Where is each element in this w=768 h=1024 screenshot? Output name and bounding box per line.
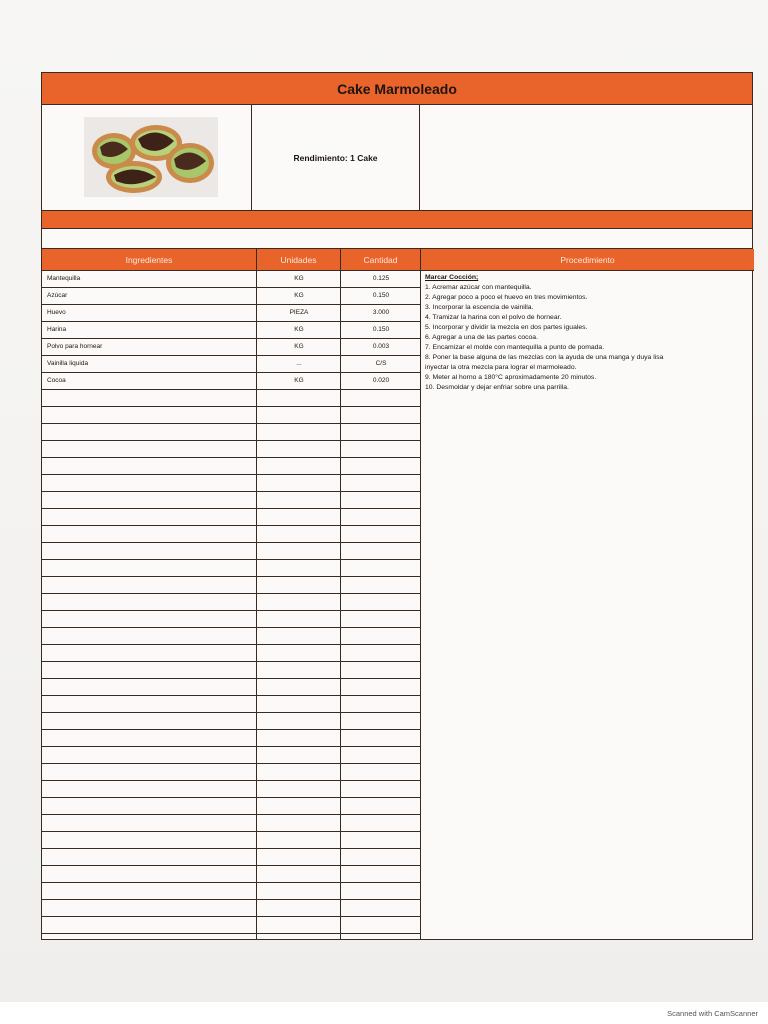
col-header-units: Unidades	[257, 249, 341, 271]
recipe-sheet	[41, 72, 753, 940]
table-row	[42, 730, 420, 747]
table-row	[42, 679, 420, 696]
ingredient-unit: ...	[296, 360, 302, 367]
ingredient-qty: 0.020	[372, 377, 390, 384]
ingredient-name: Harina	[47, 326, 67, 333]
table-row	[42, 900, 420, 917]
table-row	[42, 492, 420, 509]
table-row	[42, 475, 420, 492]
procedure-step: 1. Acremar azúcar con mantequilla.	[425, 284, 532, 291]
table-row	[42, 662, 420, 679]
photo-cell	[42, 105, 252, 210]
table-row	[42, 339, 420, 356]
scanner-watermark: Scanned with CamScanner	[667, 1009, 758, 1018]
table-row	[42, 543, 420, 560]
procedure-step: inyectar la otra mezcla para lograr el marmoleado.	[425, 364, 577, 371]
procedure-steps	[425, 283, 750, 393]
table-row	[42, 458, 420, 475]
procedure-step: 4. Tramizar la harina con el polvo de hornear.	[425, 314, 562, 321]
table-row	[42, 917, 420, 934]
ingredients-table	[42, 271, 421, 939]
col-header-quantity: Cantidad	[341, 249, 421, 271]
ingredient-qty: 0.150	[372, 292, 390, 299]
table-row	[42, 832, 420, 849]
orange-band	[42, 211, 752, 229]
table-row	[42, 509, 420, 526]
ingredient-unit: KG	[294, 377, 304, 384]
ingredient-qty: 0.125	[372, 275, 390, 282]
blank-row	[42, 229, 752, 249]
procedure-step: 8. Poner la base alguna de las mezclas con la ayuda de una manga y duya lisa	[425, 354, 664, 361]
procedure-step: 7. Encamizar el molde con mantequilla a punto de pomada.	[425, 344, 605, 351]
col-header-procedure: Procedimiento	[421, 249, 754, 271]
table-row	[42, 560, 420, 577]
procedure-step: 2. Agregar poco a poco el huevo en tres movimientos.	[425, 294, 588, 301]
table-row	[42, 322, 420, 339]
table-row	[42, 781, 420, 798]
table-row	[42, 696, 420, 713]
ingredient-qty: 0.150	[372, 326, 390, 333]
procedure-step: 3. Incorporar la escencia de vainilla.	[425, 304, 534, 311]
ingredient-qty: C/S	[375, 360, 387, 367]
ingredient-unit: KG	[294, 292, 304, 299]
table-row	[42, 441, 420, 458]
ingredient-name: Polvo para hornear	[47, 343, 103, 350]
ingredient-name: Mantequilla	[47, 275, 81, 282]
ingredient-unit: KG	[294, 326, 304, 333]
table-row	[42, 798, 420, 815]
yield-label: Rendimiento: 1 Cake	[293, 152, 378, 163]
table-row	[42, 288, 420, 305]
yield-cell	[252, 105, 420, 210]
ingredient-qty: 0.003	[372, 343, 390, 350]
table-row	[42, 594, 420, 611]
table-row	[42, 849, 420, 866]
table-row	[42, 305, 420, 322]
ingredient-name: Azúcar	[47, 292, 68, 299]
footer-strip	[0, 1002, 768, 1024]
table-row	[42, 747, 420, 764]
table-row	[42, 628, 420, 645]
cake-photo	[84, 117, 218, 197]
table-row	[42, 373, 420, 390]
notes-cell	[420, 105, 754, 210]
ingredient-unit: KG	[294, 343, 304, 350]
table-row	[42, 764, 420, 781]
table-row	[42, 866, 420, 883]
ingredient-name: Huevo	[47, 309, 66, 316]
table-row	[42, 271, 420, 288]
procedure-panel	[421, 271, 754, 939]
table-row	[42, 526, 420, 543]
ingredient-name: Vainilla liquida	[47, 360, 89, 367]
ingredient-unit: PIEZA	[289, 309, 309, 316]
table-row	[42, 815, 420, 832]
table-row	[42, 611, 420, 628]
table-row	[42, 390, 420, 407]
ingredient-qty: 3.000	[372, 309, 390, 316]
table-row	[42, 713, 420, 730]
table-row	[42, 577, 420, 594]
procedure-step: 6. Agregar a una de las partes cocoa.	[425, 334, 538, 341]
procedure-step: 9. Meter al horno a 180°C aproximadamente 20 minutos.	[425, 374, 597, 381]
col-header-ingredients: Ingredientes	[42, 249, 257, 271]
table-row	[42, 407, 420, 424]
table-row	[42, 645, 420, 662]
procedure-heading: Marcar Cocción;	[425, 274, 479, 281]
recipe-title: Cake Marmoleado	[42, 73, 752, 105]
table-row	[42, 356, 420, 373]
procedure-step: 5. Incorporar y dividir la mezcla en dos partes iguales.	[425, 324, 588, 331]
ingredient-unit: KG	[294, 275, 304, 282]
header-row	[42, 105, 752, 211]
ingredient-name: Cocoa	[47, 377, 66, 384]
procedure-step: 10. Desmoldar y dejar enfriar sobre una parrilla.	[425, 384, 569, 391]
table-row	[42, 883, 420, 900]
table-row	[42, 424, 420, 441]
